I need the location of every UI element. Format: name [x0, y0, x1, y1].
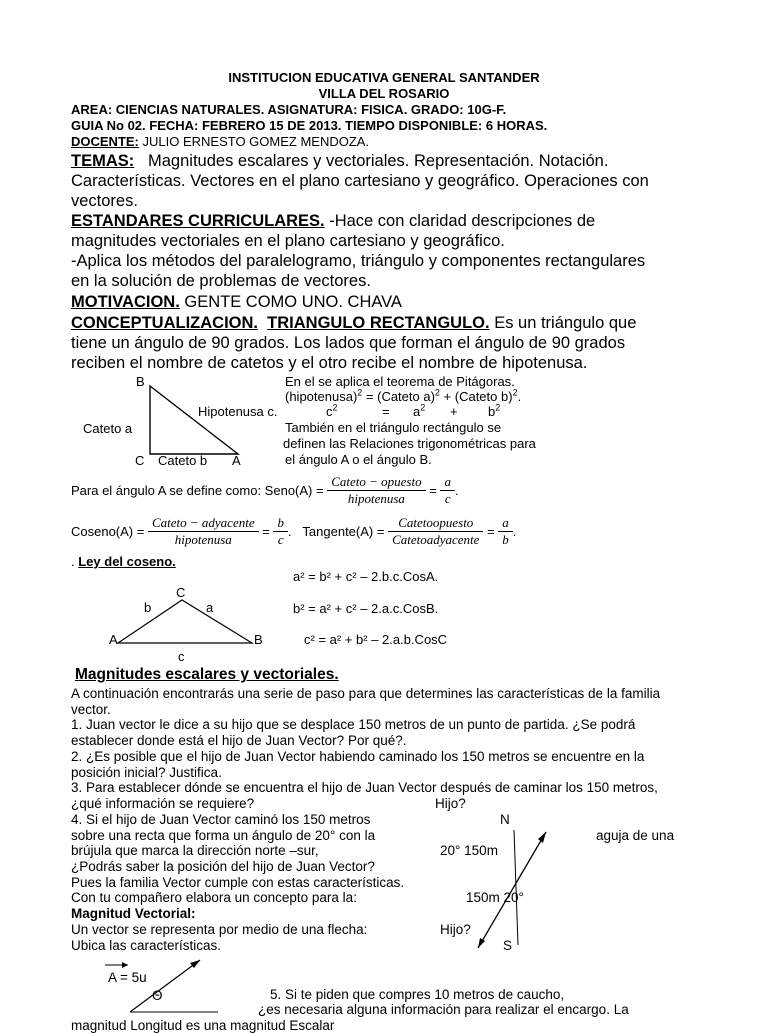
vector-a-label: A = 5u: [108, 970, 147, 985]
pitagoras-eq2: $c^2$: [326, 402, 338, 419]
magnitudes-title-text: Magnitudes escalares y vectoriales.: [75, 666, 339, 683]
conceptualizacion-line3: reciben el nombre de catetos y el otro recibe el nombre de hipotenusa.: [71, 354, 588, 372]
cateto-b-label: Cateto b: [158, 453, 208, 468]
eq2-c: c: [326, 404, 333, 419]
eq2-equals: =: [382, 404, 390, 419]
seno-fden: c: [444, 490, 451, 506]
vertex-a-label: A: [232, 453, 241, 468]
institution-title: INSTITUCION EDUCATIVA GENERAL SANTANDER: [228, 70, 540, 85]
seno-den: hipotenusa: [347, 490, 405, 506]
tangente-simple-fraction: [498, 515, 513, 548]
temas-text1: Magnitudes escalares y vectoriales. Representación. Notación.: [148, 152, 609, 170]
conceptualizacion-label: CONCEPTUALIZACION.: [71, 314, 258, 332]
tangente-eq: =: [487, 523, 495, 539]
coseno-fden: c: [277, 531, 284, 547]
ley-coseno-title: Ley del coseno.: [78, 554, 176, 569]
vertex-b-label: B: [136, 374, 145, 389]
question-4e: Pues la familia Vector cumple con estas características.: [71, 875, 405, 890]
question-4f: Con tu compañero elabora un concepto para la:: [71, 890, 357, 905]
guide-line: GUIA No 02. FECHA: FEBRERO 15 DE 2013. TIEMPO DISPONIBLE: 6 HORAS.: [71, 118, 548, 133]
tangente-end: .: [512, 523, 517, 539]
seno-eq: =: [429, 482, 437, 498]
question-1a: 1. Juan vector le dice a su hijo que se desplace 150 metros de un punto de partida. ¿Se podrá: [71, 717, 636, 732]
question-5a: 5. Si te piden que compres 10 metros de caucho,: [270, 987, 565, 1002]
question-3a: 3. Para establecer dónde se encuentra el hijo de Juan Vector después de caminar los 150 metros,: [71, 780, 658, 795]
pitagoras-line3: También en el triángulo rectángulo se: [285, 420, 502, 435]
pitagoras-eq1: (hipotenusa)$^2$ = (Cateto a)$^2$ + (Cateto b)$^2$.: [285, 387, 522, 404]
tangente-fnum: a: [498, 515, 513, 532]
hipotenusa-label: Hipotenusa c.: [198, 404, 278, 419]
magnitud-vectorial-label: Magnitud Vectorial:: [71, 906, 196, 921]
eq1-part2: = (Cateto a): [362, 389, 435, 404]
tangente-fden: b: [502, 531, 509, 547]
eq1-part4: .: [517, 389, 522, 404]
coseno-label: Coseno(A) =: [71, 523, 145, 539]
seno-fnum: a: [440, 474, 455, 491]
oblique-side-b: b: [144, 600, 152, 615]
triangulo-rectangulo-label: TRIANGULO RECTANGULO.: [267, 314, 490, 332]
ley-coseno-heading: [71, 554, 176, 569]
seno-num: Cateto − opuesto: [327, 474, 425, 491]
question-2a: 2. ¿Es posible que el hijo de Juan Vector habiendo caminado los 150 metros se encuentre en la: [71, 749, 645, 764]
seno-formula: [71, 470, 459, 510]
estandares-text1: -Hace con claridad descripciones de: [324, 212, 596, 230]
question-4a: 4. Si el hijo de Juan Vector caminó los 150 metros: [71, 812, 371, 827]
oblique-side-a: a: [206, 600, 214, 615]
pitagoras-line1: En el se aplica el teorema de Pitágoras.: [285, 374, 515, 389]
seno-simple-fraction: [440, 474, 455, 507]
question-5b: ¿es necesaria alguna información para realizar el encargo. La: [258, 1002, 629, 1017]
docente-name: JULIO ERNESTO GOMEZ MENDOZA.: [138, 134, 370, 149]
eq2-b-text: b: [488, 404, 496, 419]
question-4b: sobre una recta que forma un ángulo de 20° con la: [71, 828, 376, 843]
oblique-triangle-shape: [118, 600, 252, 643]
eq2-plus: +: [450, 404, 458, 419]
conceptualizacion-text1: Es un triángulo que: [489, 314, 637, 332]
coseno-simple-fraction: [273, 515, 288, 548]
tangente-fraction: [388, 515, 483, 548]
eq2-b: $b^2$: [488, 402, 501, 419]
compass-n-label: N: [500, 812, 510, 827]
vector-symbol-arrow-head: [122, 962, 128, 968]
area-line: AREA: CIENCIAS NATURALES. ASIGNATURA: FISICA. GRADO: 10G-F.: [71, 102, 507, 117]
oblique-vertex-a: A: [109, 632, 118, 647]
coseno-eq2: b² = a² + c² – 2.a.c.CosB.: [293, 601, 439, 616]
question-5c: magnitud Longitud es una magnitud Escalar: [71, 1018, 335, 1033]
coseno-end: .: [287, 523, 292, 539]
coseno-tangente-formula: [71, 511, 516, 551]
question-4d: ¿Podrás saber la posición del hijo de Juan Vector?: [71, 859, 375, 874]
conceptualizacion-line2: tiene un ángulo de 90 grados. Los lados que forman el ángulo de 90 grados: [71, 334, 626, 352]
cateto-a-label: Cateto a: [83, 421, 133, 436]
oblique-vertex-b: B: [254, 632, 263, 647]
temas-line2: Características. Vectores en el plano cartesiano y geográfico. Operaciones con: [71, 172, 649, 190]
seno-intro: Para el ángulo A se define como: Seno(A) =: [71, 482, 324, 498]
eq1-part1: (hipotenusa): [285, 389, 358, 404]
temas-label: TEMAS:: [71, 152, 135, 170]
vertex-c-label: C: [135, 453, 145, 468]
hijo-label-2: Hijo?: [440, 922, 471, 937]
hijo-label-1: Hijo?: [435, 796, 466, 811]
coseno-eq1: a² = b² + c² – 2.b.c.CosA.: [293, 569, 439, 584]
right-triangle-shape: [150, 386, 238, 454]
docente-label: DOCENTE:: [71, 134, 139, 149]
estandares-line4: en la solución de problemas de vectores.: [71, 272, 371, 290]
magnitudes-intro2: vector.: [71, 702, 111, 717]
question-1b: establecer donde está el hijo de Juan Vector? Por qué?.: [71, 733, 407, 748]
coseno-eq3: c² = a² + b² – 2.a.b.CosC: [304, 632, 448, 647]
tangente-num: Catetoopuesto: [388, 515, 483, 532]
question-4c: brújula que marca la dirección norte –sur,: [71, 843, 319, 858]
pitagoras-line5: el ángulo A o el ángulo B.: [285, 452, 432, 467]
coseno-eq: =: [262, 523, 270, 539]
magnitud-vectorial-line2: Ubica las características.: [71, 938, 222, 953]
estandares-line3: -Aplica los métodos del paralelogramo, triángulo y componentes rectangulares: [71, 252, 646, 270]
magnitudes-intro1: A continuación encontrarás una serie de paso para que determines las características de la familia: [71, 686, 661, 701]
eq2-a-text: a: [413, 404, 421, 419]
estandares-line2: magnitudes vectoriales en el plano cartesiano y geográfico.: [71, 232, 505, 250]
pitagoras-line4: definen las Relaciones trigonométricas para: [283, 436, 536, 451]
question-3b: ¿qué información se requiere?: [71, 796, 255, 811]
vector-theta-label: Θ: [152, 988, 163, 1003]
question-2b: posición inicial? Justifica.: [71, 765, 222, 780]
seno-fraction: [327, 474, 425, 507]
tangente-label: Tangente(A) =: [302, 523, 385, 539]
coseno-fraction: [148, 515, 259, 548]
motivacion-label: MOTIVACION.: [71, 293, 180, 311]
city-title: VILLA DEL ROSARIO: [318, 86, 450, 101]
compass-top-label: 20° 150m: [440, 843, 498, 858]
tangente-den: Catetoadyacente: [392, 531, 480, 547]
compass-bottom-label: 150m 20°: [466, 890, 524, 905]
coseno-den: hipotenusa: [174, 531, 232, 547]
estandares-label: ESTANDARES CURRICULARES.: [71, 212, 325, 230]
coseno-num: Cateto − adyacente: [148, 515, 259, 532]
eq2-a: $a^2$: [413, 402, 426, 419]
compass-s-label: S: [503, 938, 513, 953]
magnitudes-title: [75, 666, 339, 684]
motivacion-text: GENTE COMO UNO. CHAVA: [179, 293, 402, 311]
seno-end: .: [454, 482, 459, 498]
ley-coseno-prefix: .: [71, 554, 79, 569]
question-4b-right: aguja de una: [596, 828, 675, 843]
oblique-vertex-c: C: [176, 585, 186, 600]
coseno-fnum: b: [273, 515, 288, 532]
oblique-side-c: c: [178, 649, 185, 664]
vector-arrow-line: [130, 960, 200, 1012]
eq1-part3: + (Cateto b): [439, 389, 513, 404]
temas-line3: vectores.: [71, 192, 138, 210]
magnitud-vectorial-line1: Un vector se representa por medio de una flecha:: [71, 922, 368, 937]
